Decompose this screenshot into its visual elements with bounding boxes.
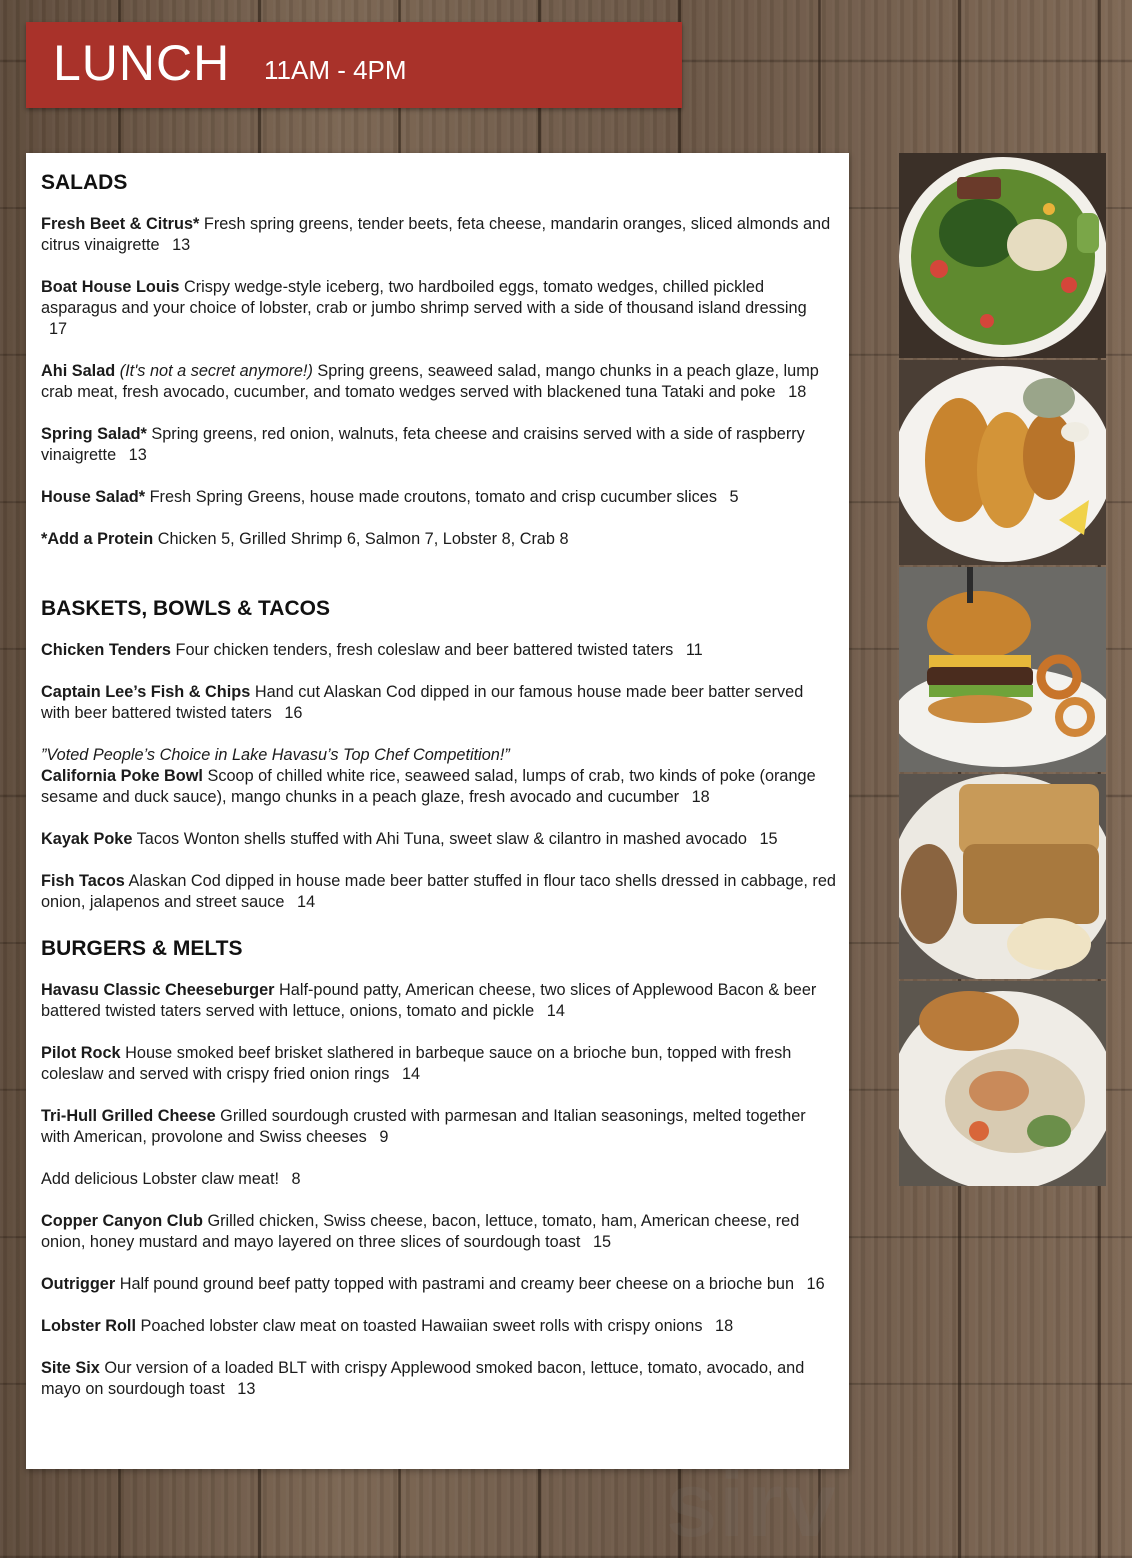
menu-item-fresh-beet xyxy=(41,214,836,256)
item-description: Fresh Spring Greens, house made croutons, tomato and crisp cucumber slices xyxy=(149,488,717,506)
item-price: 13 xyxy=(128,446,147,464)
item-name: Ahi Salad xyxy=(41,362,116,380)
item-name: Havasu Classic Cheeseburger xyxy=(41,981,275,999)
item-description: Spring greens, red onion, walnuts, feta cheese and craisins served with a side of raspberry vinaigrette xyxy=(41,425,805,464)
menu-item-add-protein xyxy=(41,529,836,550)
menu-item-kayak-poke xyxy=(41,829,836,850)
item-name: Captain Lee’s Fish & Chips xyxy=(41,683,251,701)
item-description: Crispy wedge-style iceberg, two hardboiled eggs, tomato wedges, chilled pickled asparagus and your choice of lobster, crab or jumbo shrimp served with a side of thousand island dressing xyxy=(41,278,807,317)
item-price: 14 xyxy=(401,1065,421,1083)
item-name: Lobster Roll xyxy=(41,1317,136,1335)
menu-panel xyxy=(26,153,849,1556)
section-heading-burgers: BURGERS & MELTS xyxy=(41,937,243,960)
item-name: California Poke Bowl xyxy=(41,767,203,785)
item-name: Pilot Rock xyxy=(41,1044,121,1062)
item-price: 16 xyxy=(806,1275,825,1293)
menu-item-havasu-cheeseburger xyxy=(41,980,836,1022)
ahi-salad-photo xyxy=(899,153,1106,358)
item-description: Half pound ground beef patty topped with pastrami and creamy beer cheese on a brioche bun xyxy=(119,1275,795,1293)
menu-item-add-lobster xyxy=(41,1169,836,1190)
item-price: 5 xyxy=(729,488,739,506)
item-price: 13 xyxy=(172,236,191,254)
item-price: 17 xyxy=(49,320,68,338)
item-name: Copper Canyon Club xyxy=(41,1212,203,1230)
item-name: Boat House Louis xyxy=(41,278,180,296)
item-description: Our version of a loaded BLT with crispy Applewood smoked bacon, lettuce, tomato, avocado, and mayo on sourdough toast xyxy=(41,1359,805,1398)
item-description: Hand cut Alaskan Cod dipped in our famous house made beer batter served with beer battered twisted taters xyxy=(41,683,804,722)
menu-item-copper-canyon-club xyxy=(41,1211,836,1253)
menu-item-fish-tacos xyxy=(41,871,836,913)
poke-bowl-photo xyxy=(899,981,1106,1186)
item-note: (It's not a secret anymore!) xyxy=(119,362,313,380)
menu-item-site-six xyxy=(41,1358,836,1400)
menu-content xyxy=(41,161,836,1400)
item-description: Four chicken tenders, fresh coleslaw and beer battered twisted taters xyxy=(175,641,674,659)
fish-and-chips-photo xyxy=(899,360,1106,565)
item-name: Chicken Tenders xyxy=(41,641,171,659)
item-price: 15 xyxy=(759,830,778,848)
menu-item-boat-house-louis xyxy=(41,277,836,340)
item-description: Fresh spring greens, tender beets, feta cheese, mandarin oranges, sliced almonds and citrus vinaigrette xyxy=(41,215,831,254)
award-quote: ”Voted People’s Choice in Lake Havasu’s Top Chef Competition!” xyxy=(41,746,510,764)
grilled-sandwich-photo xyxy=(899,774,1106,979)
item-description: House smoked beef brisket slathered in barbeque sauce on a brioche bun, topped with fresh coleslaw and served with crispy fried onion rings xyxy=(41,1044,792,1083)
item-price: 16 xyxy=(284,704,303,722)
section-heading-baskets: BASKETS, BOWLS & TACOS xyxy=(41,597,330,620)
item-description: Chicken 5, Grilled Shrimp 6, Salmon 7, Lobster 8, Crab 8 xyxy=(157,530,569,548)
menu-item-house-salad xyxy=(41,487,836,508)
item-price: 9 xyxy=(379,1128,389,1146)
item-description: Poached lobster claw meat on toasted Hawaiian sweet rolls with crispy onions xyxy=(140,1317,703,1335)
item-price: 18 xyxy=(715,1317,734,1335)
item-description: Tacos Wonton shells stuffed with Ahi Tuna, sweet slaw & cilantro in mashed avocado xyxy=(136,830,747,848)
menu-item-spring-salad xyxy=(41,424,836,466)
section-heading-salads: SALADS xyxy=(41,171,128,194)
item-description: Scoop of chilled white rice, seaweed salad, lumps of crab, two kinds of poke (orange sesame and duck sauce), mango chunks in a peach glaze, fresh avocado and cucumber xyxy=(41,767,816,806)
item-name: House Salad* xyxy=(41,488,146,506)
item-description: Spring greens, seaweed salad, mango chunks in a peach glaze, lump crab meat, fresh avocado, cucumber, and tomato wedges served with blackened tuna Tataki and poke xyxy=(41,362,819,401)
item-description: Alaskan Cod dipped in house made beer batter stuffed in flour taco shells dressed in cabbage, red onion, jalapenos and street sauce xyxy=(41,872,836,911)
menu-item-outrigger xyxy=(41,1274,836,1295)
item-price: 14 xyxy=(546,1002,565,1020)
item-name: Fresh Beet & Citrus* xyxy=(41,215,200,233)
menu-item-tri-hull-grilled-cheese xyxy=(41,1106,836,1148)
item-name: Kayak Poke xyxy=(41,830,133,848)
lunch-hours: 11AM - 4PM xyxy=(264,55,407,85)
item-price: 8 xyxy=(291,1170,301,1188)
lunch-banner xyxy=(26,22,682,108)
menu-title: LUNCH xyxy=(53,35,231,91)
item-description: Grilled chicken, Swiss cheese, bacon, lettuce, tomato, ham, American cheese, red onion, honey mustard and mayo layered on three slices of sourdough toast xyxy=(41,1212,800,1251)
item-description: Grilled sourdough crusted with parmesan and Italian seasonings, melted together with American, provolone and Swiss cheeses xyxy=(41,1107,806,1146)
item-name: Fish Tacos xyxy=(41,872,125,890)
item-price: 13 xyxy=(237,1380,256,1398)
item-price: 18 xyxy=(691,788,710,806)
menu-item-chicken-tenders xyxy=(41,640,836,661)
menu-item-ahi-salad xyxy=(41,361,836,403)
item-description: Add delicious Lobster claw meat! xyxy=(41,1170,280,1188)
menu-item-california-poke-bowl xyxy=(41,745,836,808)
item-name: *Add a Protein xyxy=(41,530,154,548)
item-name: Outrigger xyxy=(41,1275,116,1293)
item-price: 15 xyxy=(592,1233,612,1251)
menu-item-fish-and-chips xyxy=(41,682,836,724)
watermark-logo: sirv xyxy=(666,1454,838,1556)
item-name: Tri-Hull Grilled Cheese xyxy=(41,1107,216,1125)
item-price: 14 xyxy=(297,893,316,911)
item-name: Spring Salad* xyxy=(41,425,147,443)
cheeseburger-photo xyxy=(899,567,1106,772)
item-price: 11 xyxy=(685,641,703,659)
menu-item-pilot-rock xyxy=(41,1043,836,1085)
menu-item-lobster-roll xyxy=(41,1316,836,1337)
item-name: Site Six xyxy=(41,1359,100,1377)
item-description: Half-pound patty, American cheese, two slices of Applewood Bacon & beer battered twisted taters served with lettuce, onions, tomato and pickle xyxy=(41,981,817,1020)
item-price: 18 xyxy=(788,383,807,401)
food-photo-column xyxy=(899,153,1106,1188)
